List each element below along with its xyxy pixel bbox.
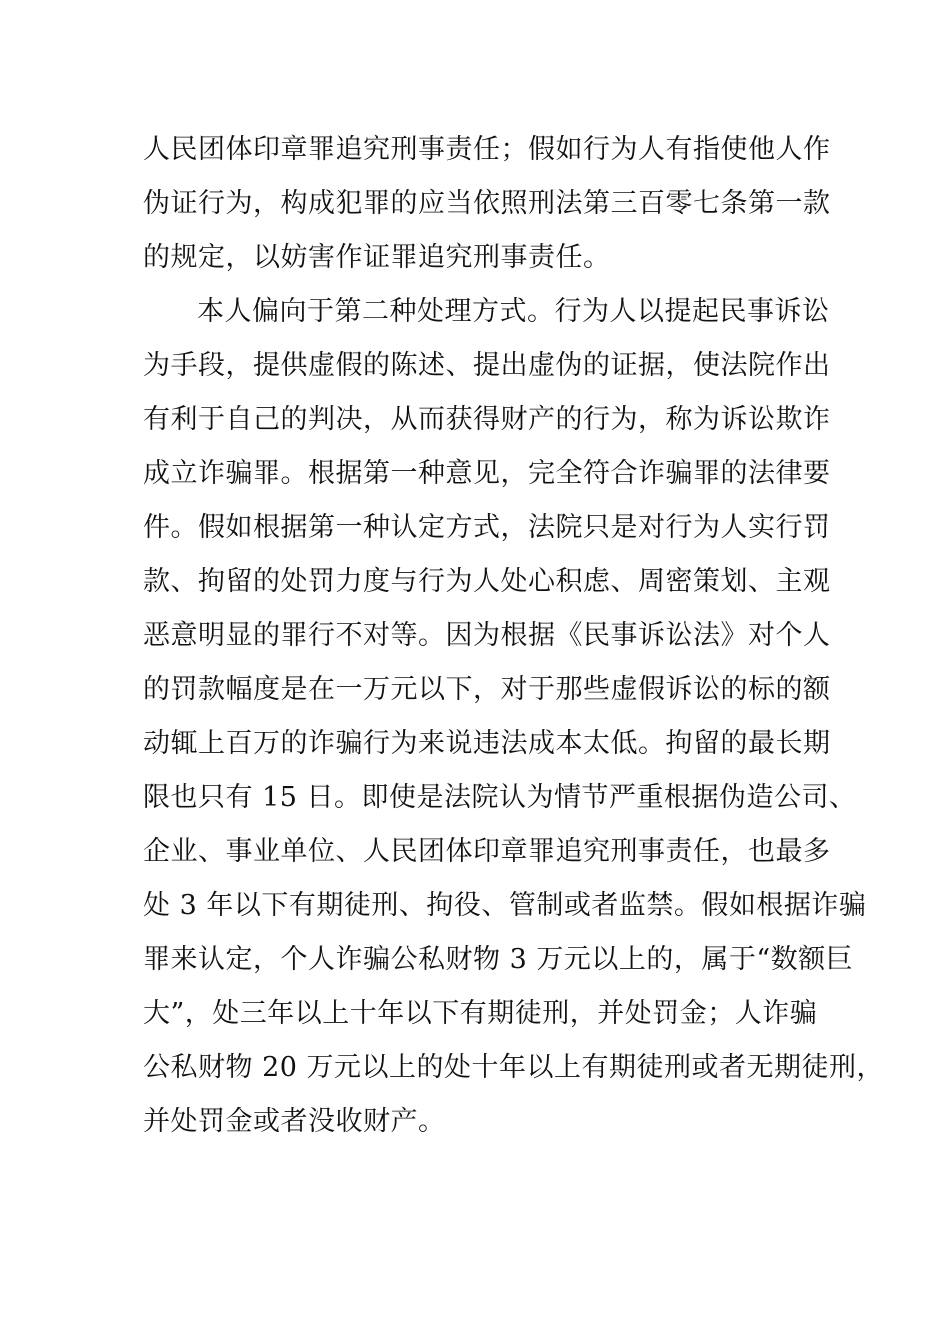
paragraph-2-line-2: 为手段，提供虚假的陈述、提出虚伪的证据，使法院作出 xyxy=(143,350,831,381)
paragraph-2-line-9: 动辄上百万的诈骗行为来说违法成本太低。拘留的最长期 xyxy=(143,728,831,759)
paragraph-2-line-8: 的罚款幅度是在一万元以下，对于那些虚假诉讼的标的额 xyxy=(143,674,831,705)
paragraph-2-line-13: 罪来认定，个人诈骗公私财物 3 万元以上的，属于“数额巨 xyxy=(143,944,854,975)
paragraph-2-line-6: 款、拘留的处罚力度与行为人处心积虑、周密策划、主观 xyxy=(143,566,831,597)
paragraph-2-line-1: 本人偏向于第二种处理方式。行为人以提起民事诉讼 xyxy=(197,296,830,327)
paragraph-1-line-1: 人民团体印章罪追究刑事责任；假如行为人有指使他人作 xyxy=(143,134,831,165)
paragraph-2-line-14: 大”，处三年以上十年以下有期徒刑，并处罚金；人诈骗 xyxy=(143,998,818,1029)
paragraph-2-line-12: 处 3 年以下有期徒刑、拘役、管制或者监禁。假如根据诈骗 xyxy=(143,890,867,921)
paragraph-2-line-10: 限也只有 15 日。即使是法院认为情节严重根据伪造公司、 xyxy=(143,782,857,813)
paragraph-2-line-7: 恶意明显的罪行不对等。因为根据《民事诉讼法》对个人 xyxy=(143,620,831,651)
paragraph-2-line-11: 企业、事业单位、人民团体印章罪追究刑事责任，也最多 xyxy=(143,836,831,867)
paragraph-2-line-15: 公私财物 20 万元以上的处十年以上有期徒刑或者无期徒刑， xyxy=(143,1052,885,1083)
paragraph-2-line-4: 成立诈骗罪。根据第一种意见，完全符合诈骗罪的法律要 xyxy=(143,458,831,489)
paragraph-1-line-2: 伪证行为，构成犯罪的应当依照刑法第三百零七条第一款 xyxy=(143,188,831,219)
paragraph-2-line-16: 并处罚金或者没收财产。 xyxy=(143,1106,446,1137)
paragraph-2-line-3: 有利于自己的判决，从而获得财产的行为，称为诉讼欺诈 xyxy=(143,404,831,435)
paragraph-2-line-5: 件。假如根据第一种认定方式，法院只是对行为人实行罚 xyxy=(143,512,831,543)
paragraph-1-line-3: 的规定，以妨害作证罪追究刑事责任。 xyxy=(143,242,611,273)
